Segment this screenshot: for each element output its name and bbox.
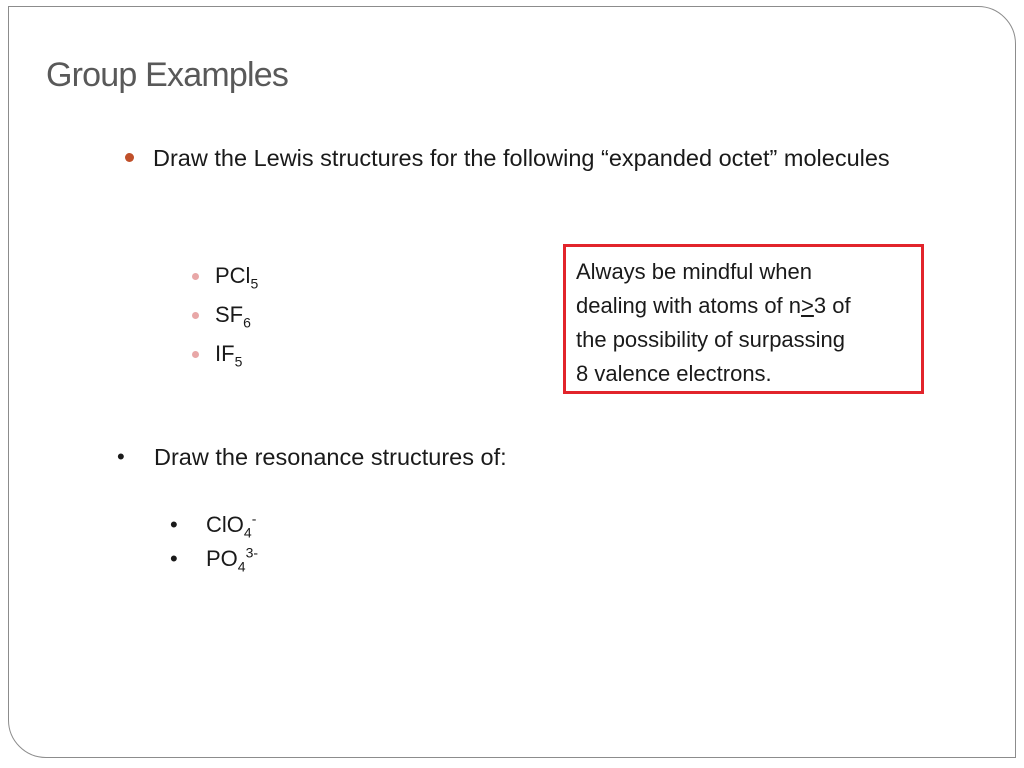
molecule-sf6 <box>215 301 251 329</box>
molecule-subscript: 6 <box>243 314 251 331</box>
molecule-subscript: 5 <box>234 353 243 370</box>
molecule-base: IF <box>215 341 235 366</box>
bullet-marker: • <box>170 546 178 571</box>
ion-subscript: 4 <box>243 524 252 541</box>
molecule-pcl5 <box>215 262 258 290</box>
greater-equal-symbol: > <box>801 293 814 318</box>
molecule-subscript: 5 <box>250 275 259 292</box>
ion-subscript: 4 <box>237 558 246 575</box>
bullet-dot-icon <box>125 153 134 162</box>
molecule-base: SF <box>215 302 244 327</box>
bullet-lewis-structures: Draw the Lewis structures for the following “expanded octet” molecules <box>153 145 890 171</box>
ion-clo4 <box>206 510 256 540</box>
slide-frame <box>8 6 1016 758</box>
callout-text: dealing with atoms of n <box>576 293 802 318</box>
ion-po4 <box>206 544 258 574</box>
molecule-base: PCl <box>215 263 251 288</box>
bullet-marker: • <box>170 512 178 537</box>
callout-line <box>576 289 911 323</box>
sub-bullet-dot-icon <box>192 273 199 280</box>
sub-bullet-dot-icon <box>192 351 199 358</box>
callout-line: 8 valence electrons. <box>576 361 772 386</box>
callout-text: 3 of <box>813 293 851 318</box>
ion-charge: 3- <box>245 544 259 561</box>
slide-title: Group Examples <box>46 56 289 94</box>
callout-line: Always be mindful when <box>576 259 813 284</box>
molecule-if5 <box>215 340 242 368</box>
ion-base: PO <box>206 546 238 571</box>
bullet-resonance-structures: Draw the resonance structures of: <box>154 444 507 470</box>
ion-charge: - <box>251 510 257 527</box>
ion-base: ClO <box>206 512 244 537</box>
sub-bullet-dot-icon <box>192 312 199 319</box>
bullet-marker: • <box>117 444 125 469</box>
callout-line: the possibility of surpassing <box>576 327 846 352</box>
mindful-callout-box <box>563 244 924 394</box>
